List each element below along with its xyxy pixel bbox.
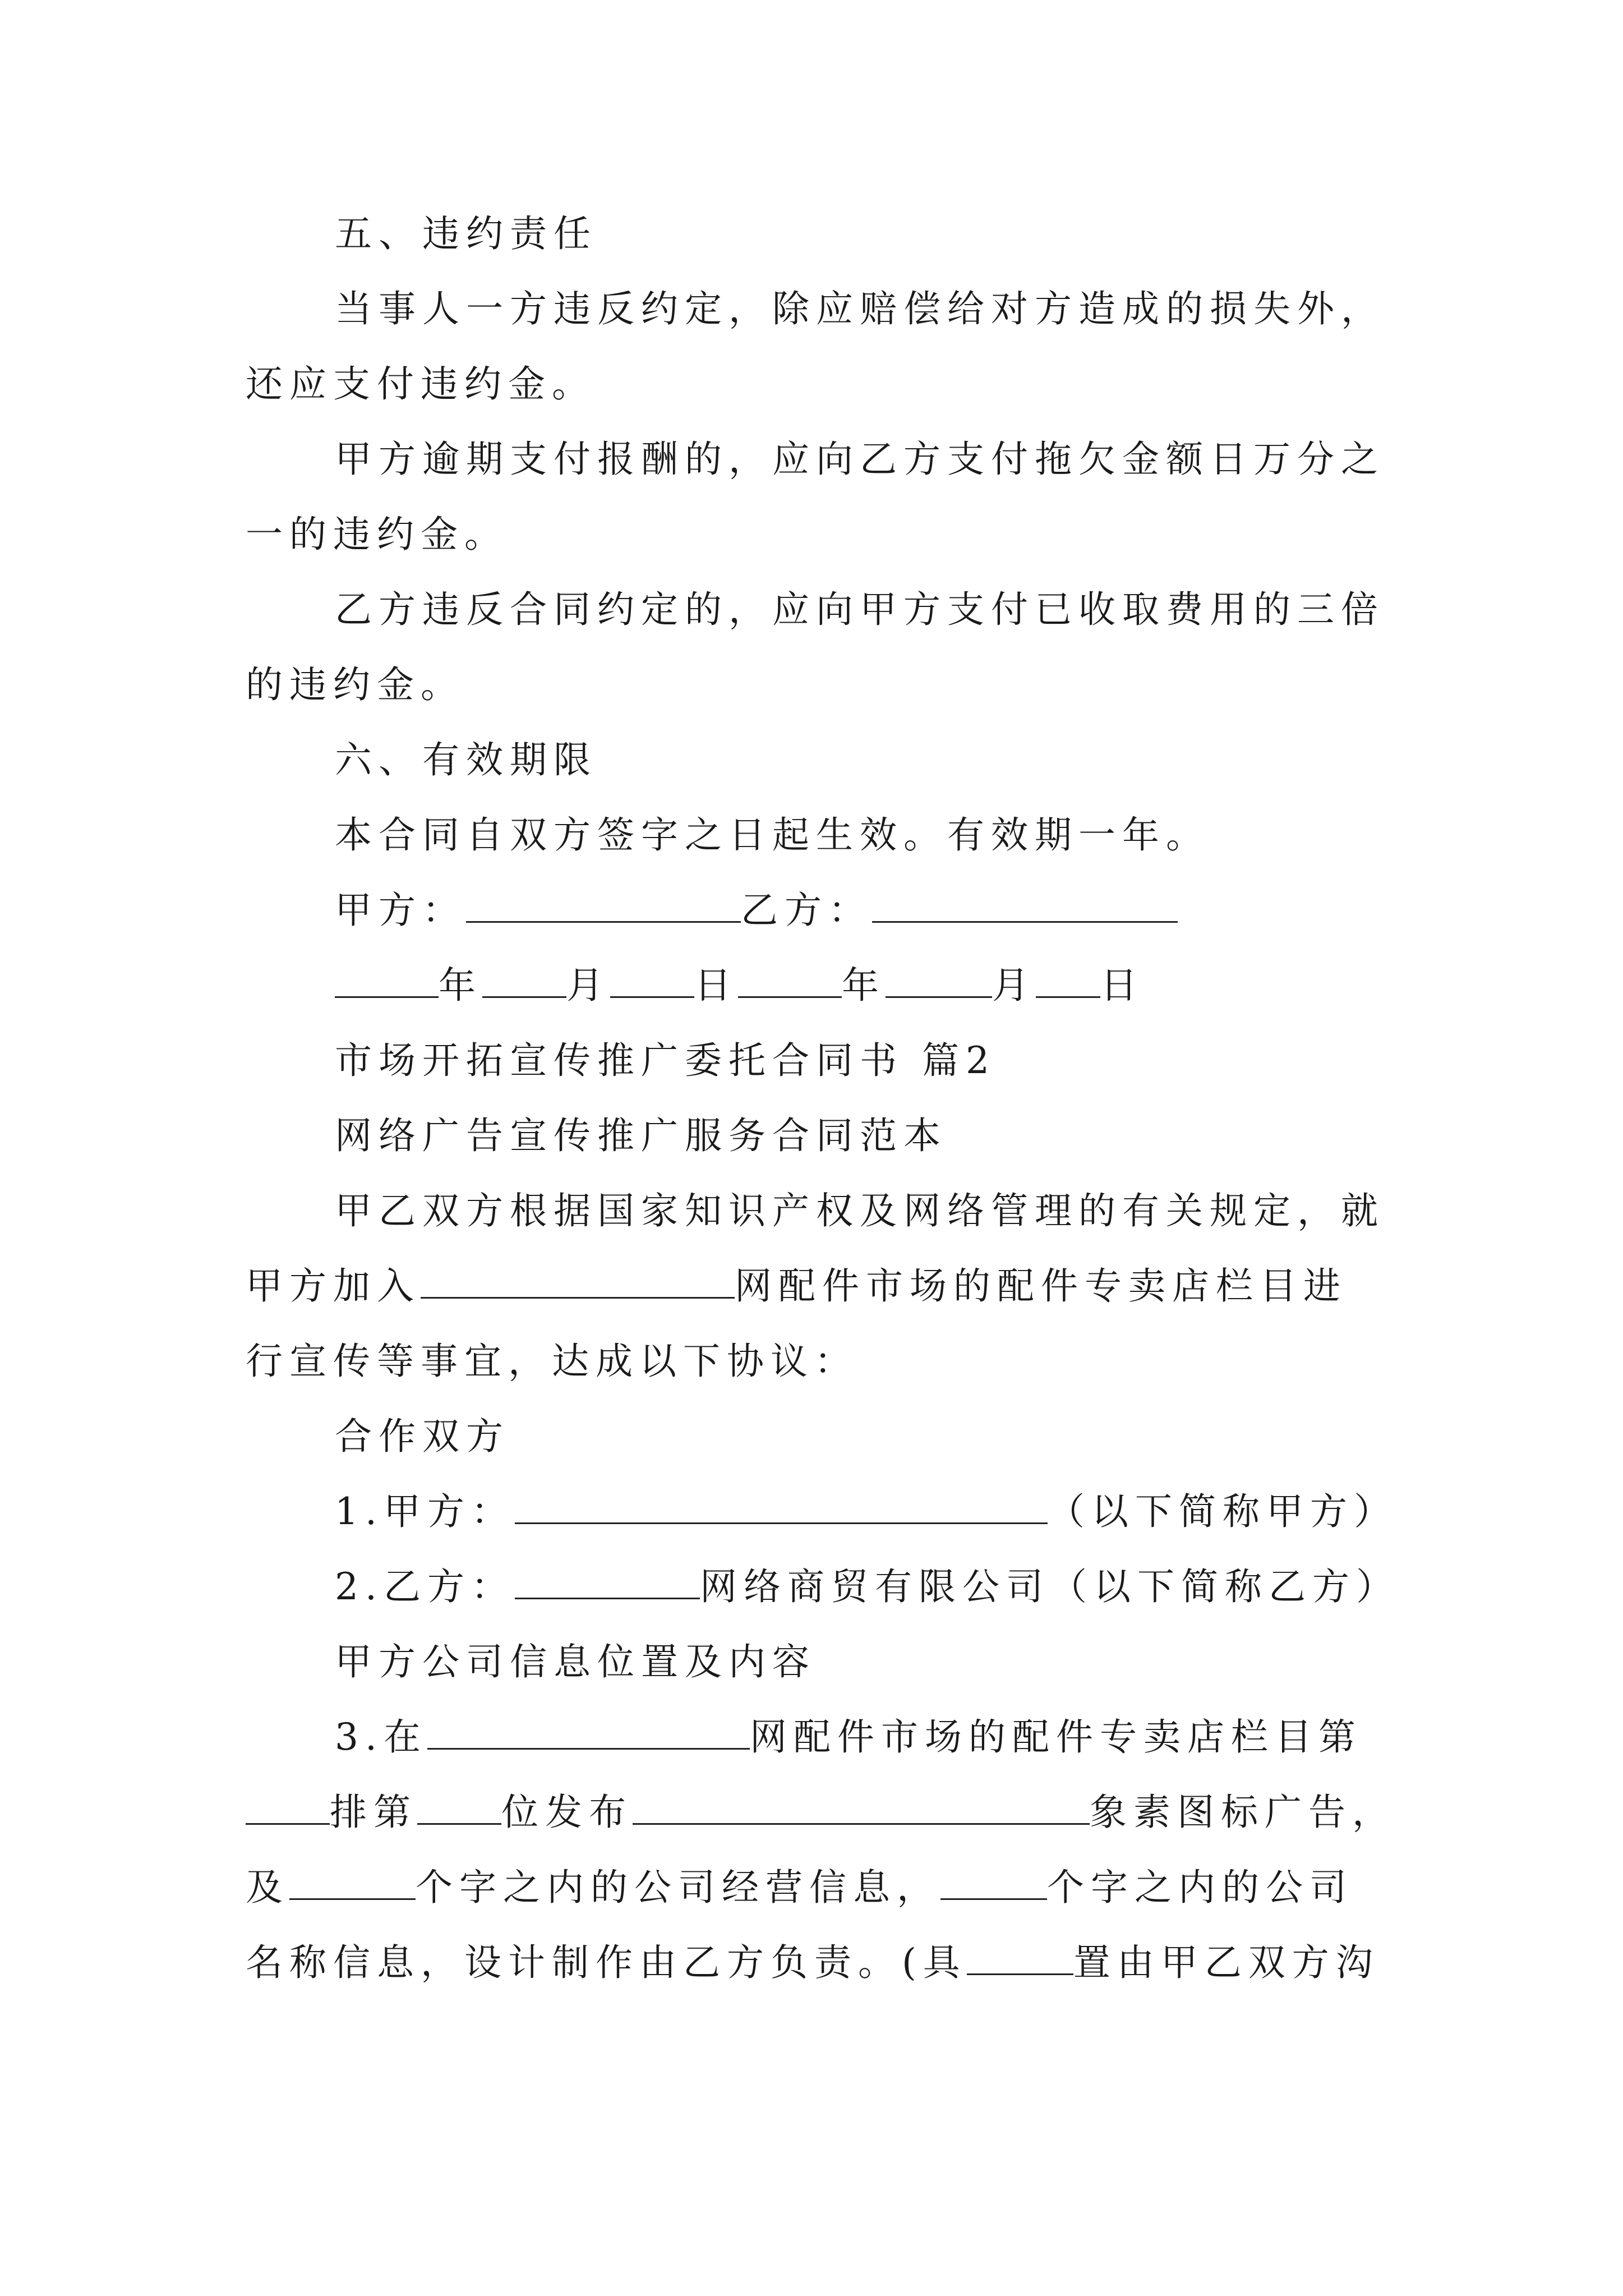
party-b-signature-blank[interactable] xyxy=(872,887,1178,923)
month-blank[interactable] xyxy=(482,963,566,998)
paragraph-line: 本合同自双方签字之日起生效。有效期一年。 xyxy=(335,813,1210,857)
detail-blank[interactable] xyxy=(967,1940,1073,1975)
section-heading-breach: 五、违约责任 xyxy=(335,212,597,255)
contract-subtitle: 网络广告宣传推广服务合同范本 xyxy=(335,1114,947,1157)
char-count-blank[interactable] xyxy=(289,1865,416,1900)
section-heading-info: 甲方公司信息位置及内容 xyxy=(335,1640,816,1683)
paragraph-line: 乙方违反合同约定的，应向甲方支付已收取费用的三倍 xyxy=(335,588,1385,631)
paragraph-line: 名称信息，设计制作由乙方负责。(具 置由甲乙双方沟 xyxy=(246,1941,1380,1984)
party-a-name-blank[interactable] xyxy=(515,1489,1048,1524)
list-item: 3.在 网配件市场的配件专卖店栏目第 xyxy=(335,1715,1362,1759)
day-blank[interactable] xyxy=(1036,963,1100,998)
date-line: 年 月 日 年 月 日 xyxy=(335,960,1144,1011)
list-item: 1.甲方： （以下简称甲方） xyxy=(335,1490,1398,1533)
pixel-size-blank[interactable] xyxy=(633,1789,1090,1825)
signature-line: 甲方： 乙方： xyxy=(335,885,1178,936)
website-name-blank[interactable] xyxy=(427,1714,750,1750)
position-number-blank[interactable] xyxy=(417,1789,501,1825)
section-heading-parties: 合作双方 xyxy=(335,1415,510,1458)
paragraph-line: 一的违约金。 xyxy=(246,513,508,556)
char-count-blank[interactable] xyxy=(940,1865,1047,1900)
paragraph-line: 排第 位发布 象素图标广告， xyxy=(246,1787,1396,1838)
paragraph-line: 行宣传等事宜，达成以下协议： xyxy=(246,1340,858,1383)
row-number-blank[interactable] xyxy=(246,1789,330,1825)
paragraph-line: 的违约金。 xyxy=(246,663,464,706)
paragraph-line: 甲方加入 网配件市场的配件专卖店栏目进 xyxy=(246,1264,1347,1308)
section-heading-validity: 六、有效期限 xyxy=(335,738,597,781)
contract-title: 市场开拓宣传推广委托合同书 篇2 xyxy=(335,1039,996,1082)
year-blank[interactable] xyxy=(335,963,439,998)
paragraph-line: 甲乙双方根据国家知识产权及网络管理的有关规定，就 xyxy=(335,1189,1385,1232)
day-blank[interactable] xyxy=(610,963,694,998)
website-name-blank[interactable] xyxy=(421,1263,735,1299)
list-item: 2.乙方： 网络商贸有限公司（以下简称乙方） xyxy=(335,1565,1400,1608)
party-b-name-blank[interactable] xyxy=(515,1564,700,1599)
paragraph-line: 还应支付违约金。 xyxy=(246,362,596,406)
year-blank[interactable] xyxy=(738,963,842,998)
month-blank[interactable] xyxy=(886,963,992,998)
paragraph-line: 及 个字之内的公司经营信息， 个字之内的公司 xyxy=(246,1866,1353,1909)
paragraph-line: 甲方逾期支付报酬的，应向乙方支付拖欠金额日万分之 xyxy=(335,438,1385,481)
party-a-signature-blank[interactable] xyxy=(466,887,741,923)
paragraph-line: 当事人一方违反约定，除应赔偿给对方造成的损失外， xyxy=(335,287,1385,330)
